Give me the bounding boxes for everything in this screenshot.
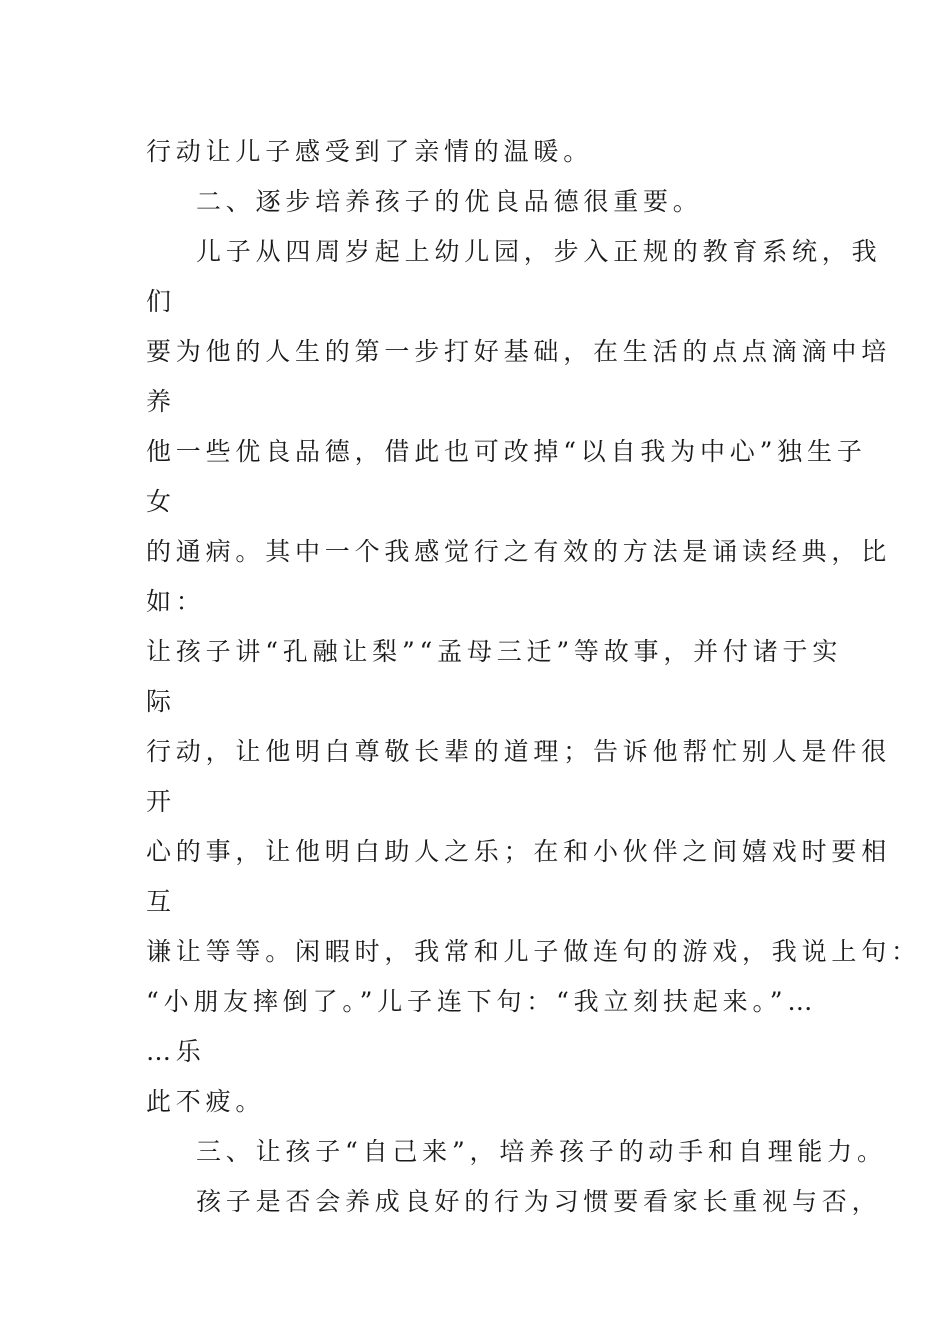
text-line: 行动让儿子感受到了亲情的温暖。 — [146, 137, 594, 166]
text-line: 养 — [146, 387, 176, 416]
text-line: 此不疲。 — [146, 1087, 266, 1116]
text-line: 互 — [146, 887, 176, 916]
text-line: 儿子从四周岁起上幼儿园，步入正规的教育系统，我 — [196, 237, 882, 266]
text-line: 让孩子讲“孔融让梨”“孟母三迁”等故事，并付诸于实 — [146, 637, 843, 666]
text-line: 开 — [146, 787, 176, 816]
section-heading: 三、让孩子“自己来”，培养孩子的动手和自理能力。 — [196, 1137, 887, 1166]
text-line: 他一些优良品德，借此也可改掉“以自我为中心”独生子 — [146, 437, 867, 466]
text-line: 的通病。其中一个我感觉行之有效的方法是诵读经典，比 — [146, 537, 892, 566]
section-heading: 二、逐步培养孩子的优良品德很重要。 — [196, 187, 703, 216]
text-line: 际 — [146, 687, 176, 716]
text-line: 孩子是否会养成良好的行为习惯要看家长重视与否， — [196, 1187, 882, 1216]
text-line: 谦让等等。闲暇时，我常和儿子做连句的游戏，我说上句： — [146, 937, 921, 966]
text-line: 女 — [146, 487, 176, 516]
text-line: 心的事，让他明白助人之乐；在和小伙伴之间嬉戏时要相 — [146, 837, 892, 866]
text-line: 如： — [146, 587, 206, 616]
text-line: 行动，让他明白尊敬长辈的道理；告诉他帮忙别人是件很 — [146, 737, 892, 766]
text-line: “小朋友摔倒了。”儿子连下句：“我立刻扶起来。”… — [146, 987, 818, 1016]
text-line: 要为他的人生的第一步打好基础，在生活的点点滴滴中培 — [146, 337, 892, 366]
text-line: …乐 — [146, 1037, 206, 1066]
text-line: 们 — [146, 287, 176, 316]
